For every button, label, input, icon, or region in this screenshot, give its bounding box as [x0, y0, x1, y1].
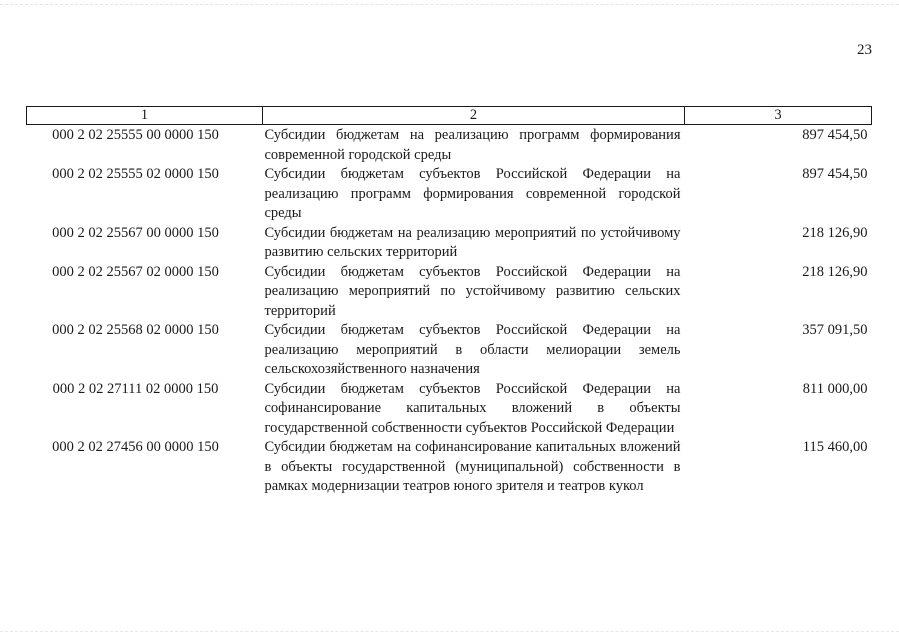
amount: 897 454,50: [802, 127, 868, 143]
amount: 811 000,00: [802, 380, 868, 397]
table-row: [27, 125, 872, 166]
table-row: [27, 380, 872, 439]
budget-code: 000 2 02 25555 00 0000 150: [52, 127, 219, 143]
column-header-3: 3: [685, 107, 872, 125]
budget-code: 000 2 02 27456 00 0000 150: [52, 439, 219, 455]
revenue-name: Субсидии бюджетам на софинансирование капитальных вложений в объекты государственной (муниципальной) собственности в рамках модернизации театров юного зрителя и театров кукол: [264, 439, 681, 494]
amount: 897 454,50: [802, 166, 868, 182]
table-row: [27, 321, 872, 380]
revenue-name: Субсидии бюджетам на реализацию мероприятий по устойчивому развитию сельских территорий: [264, 224, 681, 260]
column-header-2: 2: [263, 107, 685, 125]
amount: 357 091,50: [802, 322, 868, 338]
revenue-name: Субсидии бюджетам субъектов Российской Федерации на реализацию мероприятий по устойчивому развитию сельских территорий: [264, 263, 681, 319]
revenue-name: Субсидии бюджетам субъектов Российской Федерации на реализацию мероприятий в области мелиорации земель сельскохозяйственного назначения: [264, 322, 681, 377]
revenue-name: Субсидии бюджетам субъектов Российской Федерации на софинансирование капитальных вложений в объекты государственной собственности субъектов Российской Федерации: [264, 380, 681, 436]
budget-code: 000 2 02 25555 02 0000 150: [52, 166, 219, 182]
amount: 115 460,00: [802, 439, 868, 455]
scan-edge-top: [0, 4, 899, 5]
page-number: 23: [857, 42, 872, 58]
revenue-name: Субсидии бюджетам субъектов Российской Федерации на реализацию программ формирования современной городской среды: [264, 166, 681, 221]
budget-code: 000 2 02 25568 02 0000 150: [52, 322, 219, 338]
table-header: [27, 107, 872, 125]
budget-code: 000 2 02 25567 00 0000 150: [52, 224, 219, 241]
table-body: [27, 125, 872, 497]
table-row: [27, 165, 872, 224]
header-row: [27, 107, 872, 125]
budget-table: [26, 106, 872, 497]
table-row: [27, 263, 872, 322]
table-row: [27, 224, 872, 263]
budget-code: 000 2 02 27111 02 0000 150: [52, 380, 219, 397]
scan-edge-bottom: [0, 631, 899, 632]
budget-code: 000 2 02 25567 02 0000 150: [52, 263, 219, 280]
column-header-1: 1: [27, 107, 263, 125]
amount: 218 126,90: [802, 224, 868, 241]
table-row: [27, 438, 872, 497]
revenue-name: Субсидии бюджетам на реализацию программ формирования современной городской среды: [264, 127, 681, 163]
amount: 218 126,90: [802, 263, 868, 280]
